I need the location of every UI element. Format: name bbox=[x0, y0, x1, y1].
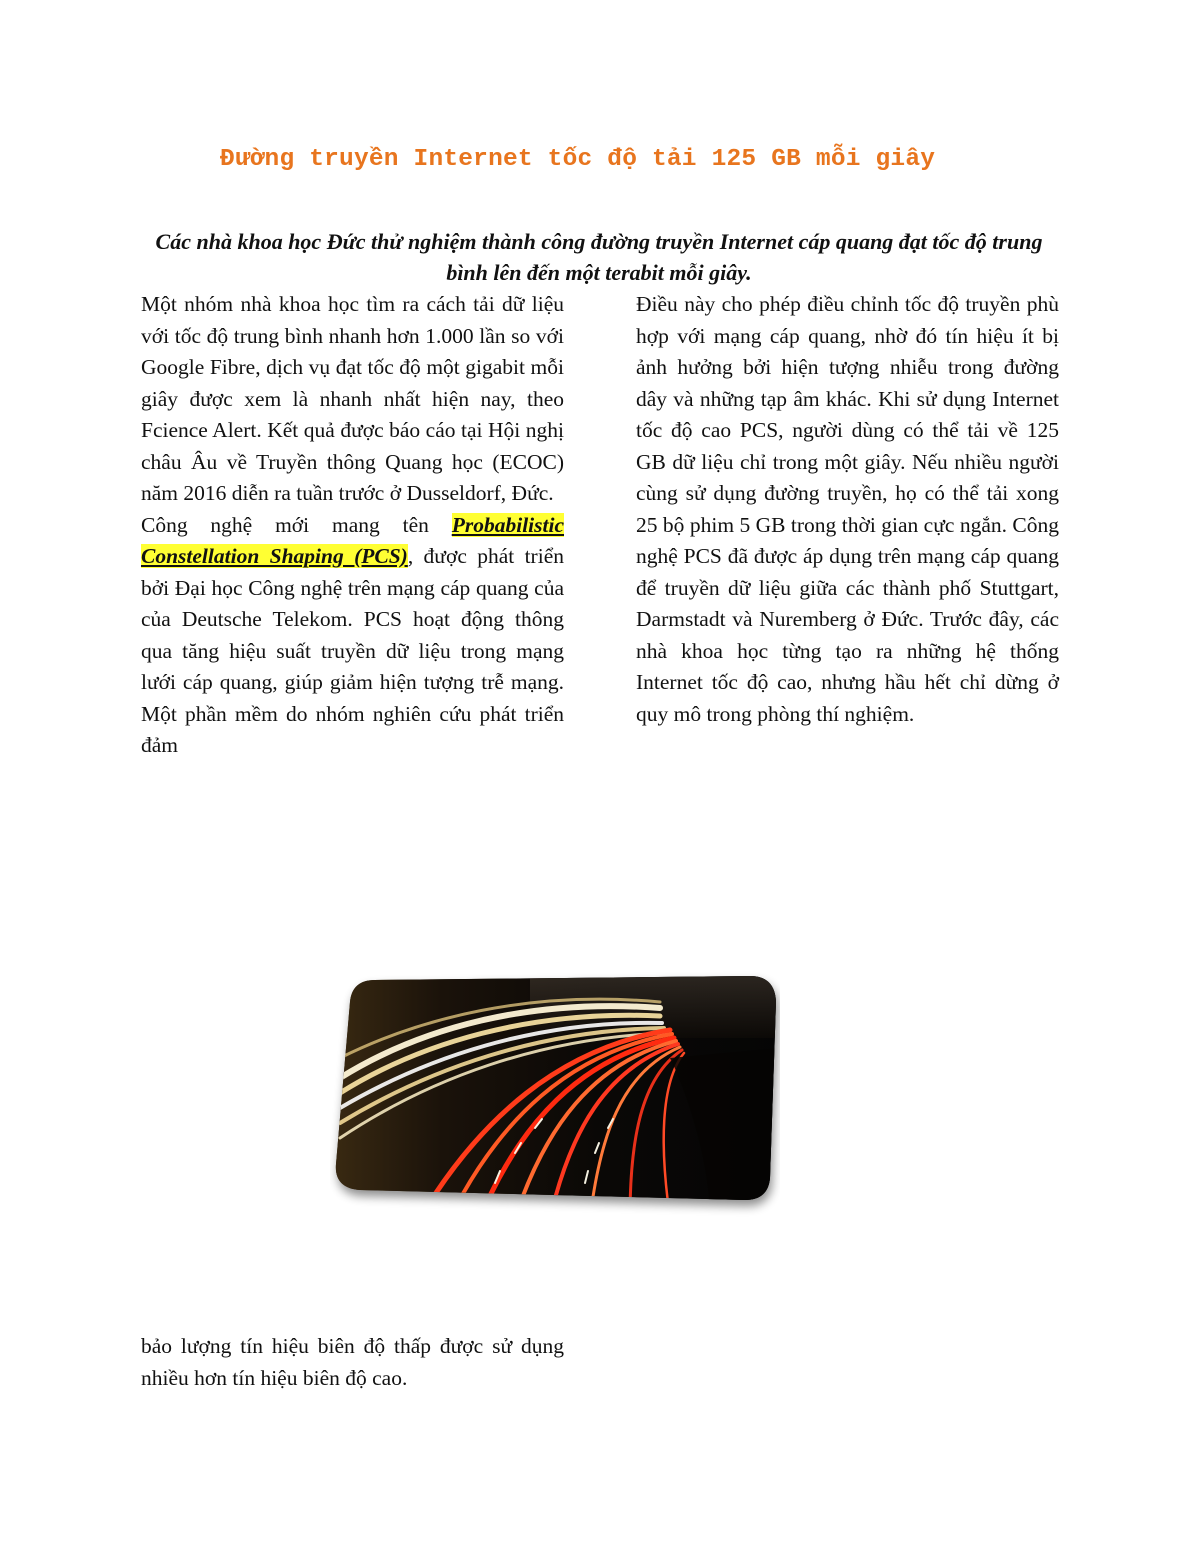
pcs-highlight-link[interactable]: Probabilistic Constellation Shaping (PCS) bbox=[141, 512, 564, 568]
left-paragraph-2-rest: , được phát triển bởi Đại học Công nghệ trên mạng cáp quang của của Deutsche Telekom. PCS hoạt động thông qua tăng hiệu suất truyền dữ liệu trong mạng lưới cáp quang, giúp giảm hiện tượng trễ mạng. Một phần mềm do nhóm nghiên cứu phát triển đảm bbox=[141, 544, 564, 757]
bottom-paragraph: bảo lượng tín hiệu biên độ thấp được sử dụng nhiều hơn tín hiệu biên độ cao. bbox=[141, 1334, 564, 1390]
article-title: Đường truyền Internet tốc độ tải 125 GB mỗi giây bbox=[219, 146, 936, 173]
left-paragraph-2-lead: Công nghệ mới mang tên bbox=[141, 512, 452, 537]
bottom-column bbox=[141, 1331, 564, 1394]
right-column bbox=[636, 289, 1059, 730]
highway-light-trails-photo bbox=[330, 968, 780, 1218]
right-paragraph-1: Điều này cho phép điều chỉnh tốc độ truyền phù hợp với mạng cáp quang, nhờ đó tín hiệu ít bị ảnh hưởng bởi hiện tượng nhiễu trong đường dây và những tạp âm khác. Khi sử dụng Internet tốc độ cao PCS, người dùng có thể tải về 125 GB dữ liệu chỉ trong một giây. Nếu nhiều người cùng sử dụng đường truyền, họ có thể tải xong 25 bộ phim 5 GB trong thời gian cực ngắn. Công nghệ PCS đã được áp dụng trên mạng cáp quang để truyền dữ liệu giữa các thành phố Stuttgart, Darmstadt và Nuremberg ở Đức. Trước đây, các nhà khoa học từng tạo ra những hệ thống Internet tốc độ cao, nhưng hầu hết chỉ dừng ở quy mô trong phòng thí nghiệm. bbox=[636, 292, 1059, 726]
left-paragraph-1: Một nhóm nhà khoa học tìm ra cách tải dữ liệu với tốc độ trung bình nhanh hơn 1.000 lần so với Google Fibre, dịch vụ đạt tốc độ một gigabit mỗi giây được xem là nhanh nhất hiện nay, theo Fcience Alert. Kết quả được báo cáo tại Hội nghị châu Âu về Truyền thông Quang học (ECOC) năm 2016 diễn ra tuần trước ở Dusseldorf, Đức. bbox=[141, 292, 564, 505]
article-subtitle: Các nhà khoa học Đức thử nghiệm thành công đường truyền Internet cáp quang đạt tốc độ trung bình lên đến một terabit mỗi giây. bbox=[155, 229, 1043, 285]
left-paragraph-2 bbox=[141, 510, 564, 762]
left-column bbox=[141, 289, 564, 762]
